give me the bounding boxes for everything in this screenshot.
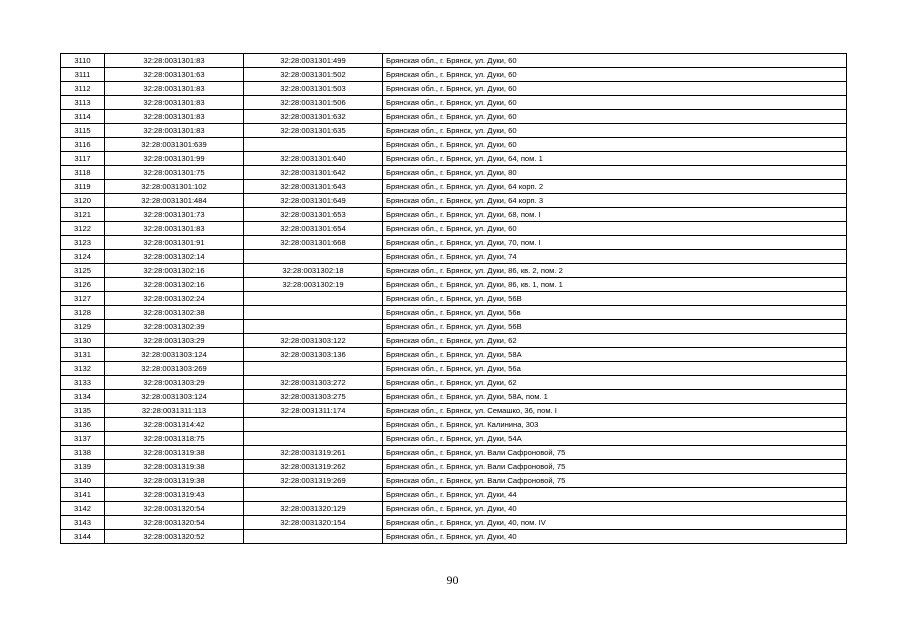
table-row <box>61 278 847 292</box>
address-cell: Брянская обл., г. Брянск, ул. Дуки, 64 корп. 3 <box>383 194 847 208</box>
table-row <box>61 250 847 264</box>
row-number-cell: 3112 <box>61 82 105 96</box>
row-number-cell: 3121 <box>61 208 105 222</box>
related-cadastral-number-cell: 32:28:0031301:640 <box>244 152 383 166</box>
table-row <box>61 236 847 250</box>
related-cadastral-number-cell <box>244 488 383 502</box>
address-cell: Брянская обл., г. Брянск, ул. Дуки, 56а <box>383 362 847 376</box>
row-number-cell: 3140 <box>61 474 105 488</box>
related-cadastral-number-cell: 32:28:0031301:506 <box>244 96 383 110</box>
cadastral-number-cell: 32:28:0031311:113 <box>105 404 244 418</box>
related-cadastral-number-cell: 32:28:0031319:261 <box>244 446 383 460</box>
address-cell: Брянская обл., г. Брянск, ул. Дуки, 80 <box>383 166 847 180</box>
cadastral-number-cell: 32:28:0031301:99 <box>105 152 244 166</box>
related-cadastral-number-cell: 32:28:0031311:174 <box>244 404 383 418</box>
row-number-cell: 3136 <box>61 418 105 432</box>
address-cell: Брянская обл., г. Брянск, ул. Дуки, 40 <box>383 502 847 516</box>
row-number-cell: 3114 <box>61 110 105 124</box>
row-number-cell: 3116 <box>61 138 105 152</box>
table-row <box>61 292 847 306</box>
address-cell: Брянская обл., г. Брянск, ул. Дуки, 74 <box>383 250 847 264</box>
table-row <box>61 166 847 180</box>
cadastral-number-cell: 32:28:0031301:83 <box>105 54 244 68</box>
cadastral-number-cell: 32:28:0031302:14 <box>105 250 244 264</box>
cadastral-number-cell: 32:28:0031302:39 <box>105 320 244 334</box>
row-number-cell: 3135 <box>61 404 105 418</box>
row-number-cell: 3126 <box>61 278 105 292</box>
related-cadastral-number-cell <box>244 292 383 306</box>
row-number-cell: 3124 <box>61 250 105 264</box>
table-row <box>61 152 847 166</box>
related-cadastral-number-cell: 32:28:0031303:136 <box>244 348 383 362</box>
address-cell: Брянская обл., г. Брянск, ул. Дуки, 58А <box>383 348 847 362</box>
address-cell: Брянская обл., г. Брянск, ул. Дуки, 56В <box>383 292 847 306</box>
table-row <box>61 362 847 376</box>
cadastral-number-cell: 32:28:0031301:83 <box>105 96 244 110</box>
address-cell: Брянская обл., г. Брянск, ул. Дуки, 60 <box>383 138 847 152</box>
address-cell: Брянская обл., г. Брянск, ул. Дуки, 60 <box>383 96 847 110</box>
related-cadastral-number-cell: 32:28:0031301:642 <box>244 166 383 180</box>
row-number-cell: 3129 <box>61 320 105 334</box>
table-row <box>61 264 847 278</box>
cadastral-number-cell: 32:28:0031301:63 <box>105 68 244 82</box>
related-cadastral-number-cell: 32:28:0031302:18 <box>244 264 383 278</box>
cadastral-number-cell: 32:28:0031303:124 <box>105 390 244 404</box>
table-row <box>61 222 847 236</box>
row-number-cell: 3123 <box>61 236 105 250</box>
related-cadastral-number-cell: 32:28:0031301:643 <box>244 180 383 194</box>
cadastral-number-cell: 32:28:0031302:16 <box>105 264 244 278</box>
address-cell: Брянская обл., г. Брянск, ул. Дуки, 60 <box>383 110 847 124</box>
row-number-cell: 3119 <box>61 180 105 194</box>
cadastral-number-cell: 32:28:0031301:73 <box>105 208 244 222</box>
related-cadastral-number-cell: 32:28:0031319:262 <box>244 460 383 474</box>
table-row <box>61 68 847 82</box>
cadastral-number-cell: 32:28:0031301:102 <box>105 180 244 194</box>
related-cadastral-number-cell: 32:28:0031301:654 <box>244 222 383 236</box>
cadastral-number-cell: 32:28:0031301:83 <box>105 124 244 138</box>
row-number-cell: 3132 <box>61 362 105 376</box>
related-cadastral-number-cell <box>244 530 383 544</box>
cadastral-number-cell: 32:28:0031319:38 <box>105 446 244 460</box>
address-cell: Брянская обл., г. Брянск, ул. Дуки, 68, пом. I <box>383 208 847 222</box>
cadastral-number-cell: 32:28:0031314:42 <box>105 418 244 432</box>
related-cadastral-number-cell: 32:28:0031320:129 <box>244 502 383 516</box>
cadastral-number-cell: 32:28:0031301:484 <box>105 194 244 208</box>
address-cell: Брянская обл., г. Брянск, ул. Дуки, 60 <box>383 68 847 82</box>
related-cadastral-number-cell <box>244 320 383 334</box>
table-row <box>61 502 847 516</box>
row-number-cell: 3130 <box>61 334 105 348</box>
registry-table-body <box>61 54 847 544</box>
address-cell: Брянская обл., г. Брянск, ул. Дуки, 62 <box>383 376 847 390</box>
row-number-cell: 3120 <box>61 194 105 208</box>
table-row <box>61 530 847 544</box>
cadastral-number-cell: 32:28:0031320:54 <box>105 502 244 516</box>
address-cell: Брянская обл., г. Брянск, ул. Дуки, 60 <box>383 124 847 138</box>
related-cadastral-number-cell <box>244 418 383 432</box>
table-row <box>61 110 847 124</box>
cadastral-number-cell: 32:28:0031303:269 <box>105 362 244 376</box>
related-cadastral-number-cell: 32:28:0031301:635 <box>244 124 383 138</box>
address-cell: Брянская обл., г. Брянск, ул. Семашко, 36, пом. I <box>383 404 847 418</box>
cadastral-number-cell: 32:28:0031301:639 <box>105 138 244 152</box>
table-row <box>61 180 847 194</box>
cadastral-number-cell: 32:28:0031303:29 <box>105 376 244 390</box>
related-cadastral-number-cell <box>244 138 383 152</box>
table-row <box>61 404 847 418</box>
address-cell: Брянская обл., г. Брянск, ул. Дуки, 56В <box>383 320 847 334</box>
table-row <box>61 138 847 152</box>
row-number-cell: 3133 <box>61 376 105 390</box>
address-cell: Брянская обл., г. Брянск, ул. Дуки, 40, пом. IV <box>383 516 847 530</box>
row-number-cell: 3122 <box>61 222 105 236</box>
cadastral-number-cell: 32:28:0031302:24 <box>105 292 244 306</box>
address-cell: Брянская обл., г. Брянск, ул. Дуки, 60 <box>383 82 847 96</box>
cadastral-number-cell: 32:28:0031320:54 <box>105 516 244 530</box>
cadastral-number-cell: 32:28:0031302:16 <box>105 278 244 292</box>
cadastral-number-cell: 32:28:0031301:91 <box>105 236 244 250</box>
row-number-cell: 3115 <box>61 124 105 138</box>
cadastral-number-cell: 32:28:0031301:83 <box>105 82 244 96</box>
address-cell: Брянская обл., г. Брянск, ул. Дуки, 62 <box>383 334 847 348</box>
registry-table <box>60 53 847 544</box>
address-cell: Брянская обл., г. Брянск, ул. Вали Сафроновой, 75 <box>383 446 847 460</box>
related-cadastral-number-cell: 32:28:0031320:154 <box>244 516 383 530</box>
row-number-cell: 3110 <box>61 54 105 68</box>
address-cell: Брянская обл., г. Брянск, ул. Дуки, 60 <box>383 54 847 68</box>
address-cell: Брянская обл., г. Брянск, ул. Дуки, 44 <box>383 488 847 502</box>
row-number-cell: 3128 <box>61 306 105 320</box>
row-number-cell: 3111 <box>61 68 105 82</box>
address-cell: Брянская обл., г. Брянск, ул. Вали Сафроновой, 75 <box>383 460 847 474</box>
row-number-cell: 3141 <box>61 488 105 502</box>
row-number-cell: 3143 <box>61 516 105 530</box>
table-row <box>61 460 847 474</box>
table-row <box>61 306 847 320</box>
related-cadastral-number-cell: 32:28:0031302:19 <box>244 278 383 292</box>
related-cadastral-number-cell: 32:28:0031303:275 <box>244 390 383 404</box>
table-row <box>61 124 847 138</box>
cadastral-number-cell: 32:28:0031318:75 <box>105 432 244 446</box>
related-cadastral-number-cell: 32:28:0031303:122 <box>244 334 383 348</box>
table-row <box>61 432 847 446</box>
related-cadastral-number-cell: 32:28:0031319:269 <box>244 474 383 488</box>
address-cell: Брянская обл., г. Брянск, ул. Дуки, 86, кв. 1, пом. 1 <box>383 278 847 292</box>
row-number-cell: 3137 <box>61 432 105 446</box>
address-cell: Брянская обл., г. Брянск, ул. Дуки, 40 <box>383 530 847 544</box>
address-cell: Брянская обл., г. Брянск, ул. Дуки, 60 <box>383 222 847 236</box>
row-number-cell: 3131 <box>61 348 105 362</box>
table-row <box>61 348 847 362</box>
row-number-cell: 3139 <box>61 460 105 474</box>
address-cell: Брянская обл., г. Брянск, ул. Калинина, 303 <box>383 418 847 432</box>
table-row <box>61 488 847 502</box>
related-cadastral-number-cell <box>244 250 383 264</box>
table-row <box>61 390 847 404</box>
table-row <box>61 96 847 110</box>
table-row <box>61 446 847 460</box>
page-number: 90 <box>446 573 459 587</box>
table-row <box>61 320 847 334</box>
related-cadastral-number-cell <box>244 432 383 446</box>
table-row <box>61 54 847 68</box>
row-number-cell: 3125 <box>61 264 105 278</box>
row-number-cell: 3134 <box>61 390 105 404</box>
cadastral-number-cell: 32:28:0031303:124 <box>105 348 244 362</box>
related-cadastral-number-cell: 32:28:0031303:272 <box>244 376 383 390</box>
cadastral-number-cell: 32:28:0031301:83 <box>105 222 244 236</box>
address-cell: Брянская обл., г. Брянск, ул. Дуки, 64, пом. 1 <box>383 152 847 166</box>
related-cadastral-number-cell: 32:28:0031301:499 <box>244 54 383 68</box>
table-row <box>61 194 847 208</box>
related-cadastral-number-cell: 32:28:0031301:503 <box>244 82 383 96</box>
cadastral-number-cell: 32:28:0031319:43 <box>105 488 244 502</box>
cadastral-number-cell: 32:28:0031302:38 <box>105 306 244 320</box>
related-cadastral-number-cell: 32:28:0031301:502 <box>244 68 383 82</box>
row-number-cell: 3113 <box>61 96 105 110</box>
cadastral-number-cell: 32:28:0031301:75 <box>105 166 244 180</box>
row-number-cell: 3127 <box>61 292 105 306</box>
table-row <box>61 516 847 530</box>
table-row <box>61 82 847 96</box>
cadastral-number-cell: 32:28:0031301:83 <box>105 110 244 124</box>
related-cadastral-number-cell: 32:28:0031301:632 <box>244 110 383 124</box>
cadastral-number-cell: 32:28:0031303:29 <box>105 334 244 348</box>
table-row <box>61 418 847 432</box>
related-cadastral-number-cell <box>244 362 383 376</box>
address-cell: Брянская обл., г. Брянск, ул. Дуки, 86, кв. 2, пом. 2 <box>383 264 847 278</box>
address-cell: Брянская обл., г. Брянск, ул. Дуки, 56в <box>383 306 847 320</box>
address-cell: Брянская обл., г. Брянск, ул. Дуки, 54А <box>383 432 847 446</box>
related-cadastral-number-cell: 32:28:0031301:649 <box>244 194 383 208</box>
row-number-cell: 3144 <box>61 530 105 544</box>
table-row <box>61 376 847 390</box>
related-cadastral-number-cell <box>244 306 383 320</box>
address-cell: Брянская обл., г. Брянск, ул. Дуки, 70, пом. I <box>383 236 847 250</box>
address-cell: Брянская обл., г. Брянск, ул. Дуки, 58А, пом. 1 <box>383 390 847 404</box>
row-number-cell: 3117 <box>61 152 105 166</box>
related-cadastral-number-cell: 32:28:0031301:668 <box>244 236 383 250</box>
address-cell: Брянская обл., г. Брянск, ул. Вали Сафроновой, 75 <box>383 474 847 488</box>
cadastral-number-cell: 32:28:0031319:38 <box>105 474 244 488</box>
cadastral-number-cell: 32:28:0031319:38 <box>105 460 244 474</box>
row-number-cell: 3142 <box>61 502 105 516</box>
table-row <box>61 474 847 488</box>
row-number-cell: 3118 <box>61 166 105 180</box>
table-row <box>61 208 847 222</box>
cadastral-number-cell: 32:28:0031320:52 <box>105 530 244 544</box>
related-cadastral-number-cell: 32:28:0031301:653 <box>244 208 383 222</box>
row-number-cell: 3138 <box>61 446 105 460</box>
address-cell: Брянская обл., г. Брянск, ул. Дуки, 64 корп. 2 <box>383 180 847 194</box>
table-row <box>61 334 847 348</box>
